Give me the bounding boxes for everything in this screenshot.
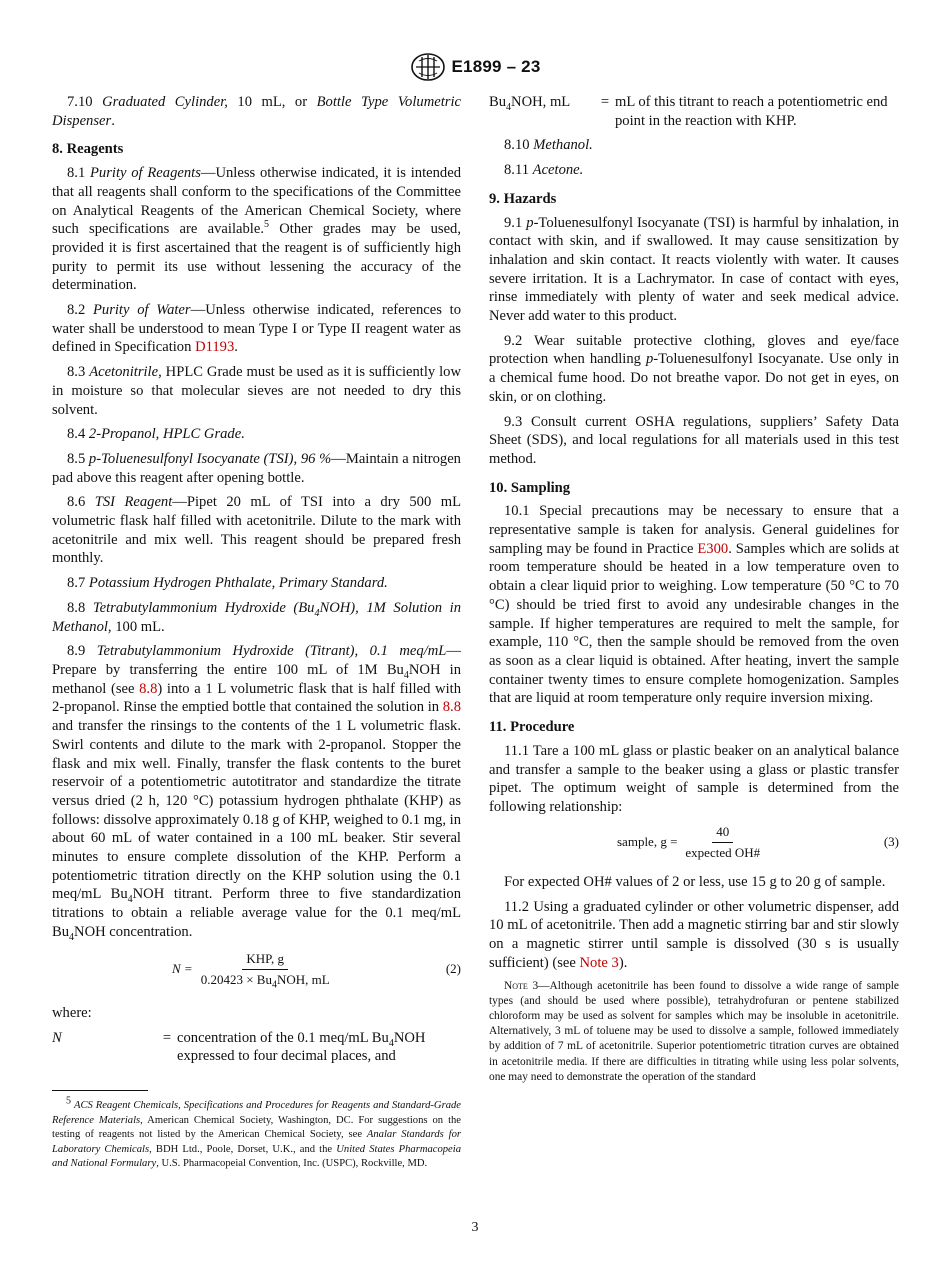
definition-n	[52, 1029, 461, 1066]
note-label: Note 3	[504, 979, 539, 992]
section-8-9: 8.9 Tetrabutylammonium Hydroxide (Titrant), 0.1 meq/mL—Prepare by transferring the entire 100 mL of 1M $Bu_4NOH$ in methanol (see 8.8) into a 1 L volumetric flask that is half filled with 2-propanol. Rinse the emptied bottle that contained the solution in 8.8 and transfer the rinsings to the contents of the 1 L volumetric flask. Swirl contents and dilute to the mark with 2-propanol. Stopper the flask and mix well. Finally, transfer the flask contents to the buret reservoir of a potentiometric autotitrator and standardize the titrate versus dried (2 h, 120 °C) potassium hydrogen phthalate (KHP) as follows: dissolve approximately 0.18 g of KHP, weighed to 0.1 mg, in about 60 mL of water contained in a 100 mL beaker. Stir several minutes to ensure complete dissolution of the KHP. Perform a potentiometric titration directly on the KHP solution using the 0.1 meq/mL $Bu_4NOH$ titrant. Perform three to five standardization titrations to obtain a reliable average value for the 0.1 meq/mL $Bu_4NOH$ concentration.	[52, 643, 461, 943]
def-symbol: N	[52, 1029, 62, 1046]
paragraph-expected-oh: For expected OH# values of 2 or less, use 15 g to 20 g of sample.	[504, 874, 886, 891]
link-8-8-second[interactable]: 8.8	[442, 699, 461, 716]
section-10-1: 10.1 Special precautions may be necessary to ensure that a representative sample is taken for analysis. General guidelines for sampling may be found in Practice E300. Samples which are solids at room temperature should be heated in a low temperature oven to obtain a clear liquid prior to weighing. Low temperature (50 °C to 70 °C) should be tried first to avoid any undesirable changes in the sample. If higher temperatures are required to melt the sample, for example, 110 °C, then the sample should be removed from the oven as soon as a clear liquid is obtained. After heating, invert the sample container twenty times to ensure complete homogenization. Samples that are liquid at room temperature only require inversion mixing.	[489, 503, 899, 707]
link-note-3[interactable]: Note 3	[579, 954, 619, 971]
def-symbol: $Bu_4NOH$, mL	[489, 94, 571, 113]
section-9-1: 9.1 p-Toluenesulfonyl Isocyanate (TSI) is harmful by inhalation, in contact with skin, and if swallowed. It may cause sensitization by inhalation and skin contact. It reacts violently with water. It causes severe irritation. It is a Lachrymator. In case of contact with eyes, rinse immediately with plenty of water and seek medical advice. Never add water to this product.	[489, 214, 899, 325]
eq3-numerator: 40	[712, 823, 733, 844]
section-8-10: 8.10 Methanol.	[504, 137, 593, 154]
page-number: 3	[471, 1220, 479, 1235]
footnote-5: $^5$ ACS Reagent Chemicals, Specifications and Procedures for Reagents and Standard-Grade Reference Materials, American Chemical Society, Washington, DC. For suggestions on the testing of reagents not listed by the American Chemical Society, see Analar Standards for Laboratory Chemicals, BDH Ltd., Poole, Dorset, U.K., and the United States Pharmacopeia and National Formulary, U.S. Pharmacopeial Convention, Inc. (USPC), Rockville, MD.	[52, 1095, 462, 1170]
eq2-numerator: KHP, g	[242, 950, 288, 971]
def-text: concentration of the 0.1 meq/mL $Bu_4NOH$ expressed to four decimal places, and	[177, 1029, 426, 1065]
section-7-10: 7.10 Graduated Cylinder, 10 mL, or Bottle Type Volumetric Dispenser.	[52, 94, 461, 129]
document-number: E1899 – 23	[451, 57, 541, 76]
section-9-2: 9.2 Wear suitable protective clothing, gloves and eye/face protection when handling p-Toluenesulfonyl Isocyanate. Use only in a chemical fume hood. Do not breathe vapor. Do not get in eyes, on skin, or on clothing.	[489, 332, 900, 405]
heading-reagents: 8. Reagents	[52, 141, 124, 158]
link-e300[interactable]: E300	[697, 540, 729, 557]
definition-bu4noh	[489, 93, 899, 130]
heading-hazards: 9. Hazards	[489, 190, 557, 207]
eq2-denominator: $0.20423 \times Bu_4NOH$, mL	[200, 972, 330, 991]
astm-logo-icon	[410, 52, 446, 82]
where-label: where:	[52, 1004, 92, 1021]
equation-3	[489, 823, 899, 863]
right-column	[489, 93, 899, 1085]
eq2-fraction	[197, 950, 334, 990]
section-8-7: 8.7 Potassium Hydrogen Phthalate, Primary Standard.	[67, 575, 388, 592]
heading-procedure: 11. Procedure	[489, 719, 575, 736]
section-11-1: 11.1 Tare a 100 mL glass or plastic beaker on an analytical balance and transfer a sample to the beaker using a glass or plastic transfer pipet. The optimum weight of sample is determined from the following relationship:	[489, 742, 899, 815]
eq3-number: (3)	[883, 834, 899, 850]
def-equals: =	[162, 1029, 172, 1046]
section-8-8: 8.8 Tetrabutylammonium Hydroxide $(Bu_4NOH)$, 1M Solution in Methanol, 100 mL.	[52, 599, 461, 635]
eq3-denominator: expected OH#	[685, 845, 761, 861]
section-8-1: 8.1 Purity of Reagents—Unless otherwise indicated, it is intended that all reagents shall conform to the specifications of the Committee on Analytical Reagents of the American Chemical Society, where such specifications are available.$^5$ Other grades may be used, provided it is first ascertained that the reagent is of sufficiently high purity to permit its use without lessening the accuracy of the determination.	[52, 165, 461, 294]
left-column	[52, 93, 461, 1172]
note-3: Note 3—Although acetonitrile has been found to dissolve a wide range of sample types (and should be used where possible), tetrahydrofuran or pentene stabilized chloroform may be used as solvent for samples which may be insoluble in acetonitrile. Alternatively, 3 mL of toluene may be used to dissolve a sample, followed immediately by addition of 7 mL of acetonitrile. Superior potentiometric titration curves are obtained in acetonitrile media. If there are difficulties in titrating while using less polar solvents, one may need to demonstrate the operation of the standard	[489, 979, 899, 1083]
section-8-2: 8.2 Purity of Water—Unless otherwise indicated, references to water shall be understood to mean Type I or Type II reagent water as defined in Specification D1193.	[52, 302, 461, 356]
section-8-4: 8.4 2-Propanol, HPLC Grade.	[67, 426, 245, 443]
link-8-8[interactable]: 8.8	[139, 680, 158, 697]
heading-sampling: 10. Sampling	[489, 479, 571, 496]
section-11-2: 11.2 Using a graduated cylinder or other volumetric dispenser, add 10 mL of acetonitrile. Then add a magnetic stirring bar and stir slowly on a magnetic stirrer until sample is dissolved (30 s is usually sufficient) (see Note 3).	[489, 898, 900, 971]
eq3-fraction	[681, 823, 764, 863]
def-equals: =	[600, 94, 610, 110]
section-8-3: 8.3 Acetonitrile, HPLC Grade must be used as it is sufficiently low in moisture so that molecular sieves are not needed to dry this solvent.	[52, 364, 461, 418]
def-text: mL of this titrant to reach a potentiometric end point in the reaction with KHP.	[615, 94, 888, 129]
footnote-ref: 5	[263, 219, 269, 231]
eq2-number: (2)	[445, 961, 461, 977]
section-8-5: 8.5 p-Toluenesulfonyl Isocyanate (TSI), 96 %—Maintain a nitrogen pad above this reagent after opening bottle.	[52, 450, 461, 486]
page-header	[0, 52, 950, 82]
section-8-11: 8.11 Acetone.	[504, 162, 584, 179]
section-9-3: 9.3 Consult current OSHA regulations, suppliers’ Safety Data Sheet (SDS), and local regulations for all materials used in this test method.	[489, 413, 899, 467]
equation-2	[52, 950, 461, 990]
eq2-lhs: N =	[172, 961, 193, 977]
link-d1193[interactable]: D1193	[195, 339, 235, 356]
eq3-lhs: sample, g =	[617, 834, 678, 850]
footnote-divider	[52, 1090, 148, 1091]
section-8-6: 8.6 TSI Reagent—Pipet 20 mL of TSI into a dry 500 mL volumetric flask half filled with acetonitrile. Dilute to the mark with acetonitrile and mix well. This reagent should be prepared fresh monthly.	[52, 494, 461, 567]
